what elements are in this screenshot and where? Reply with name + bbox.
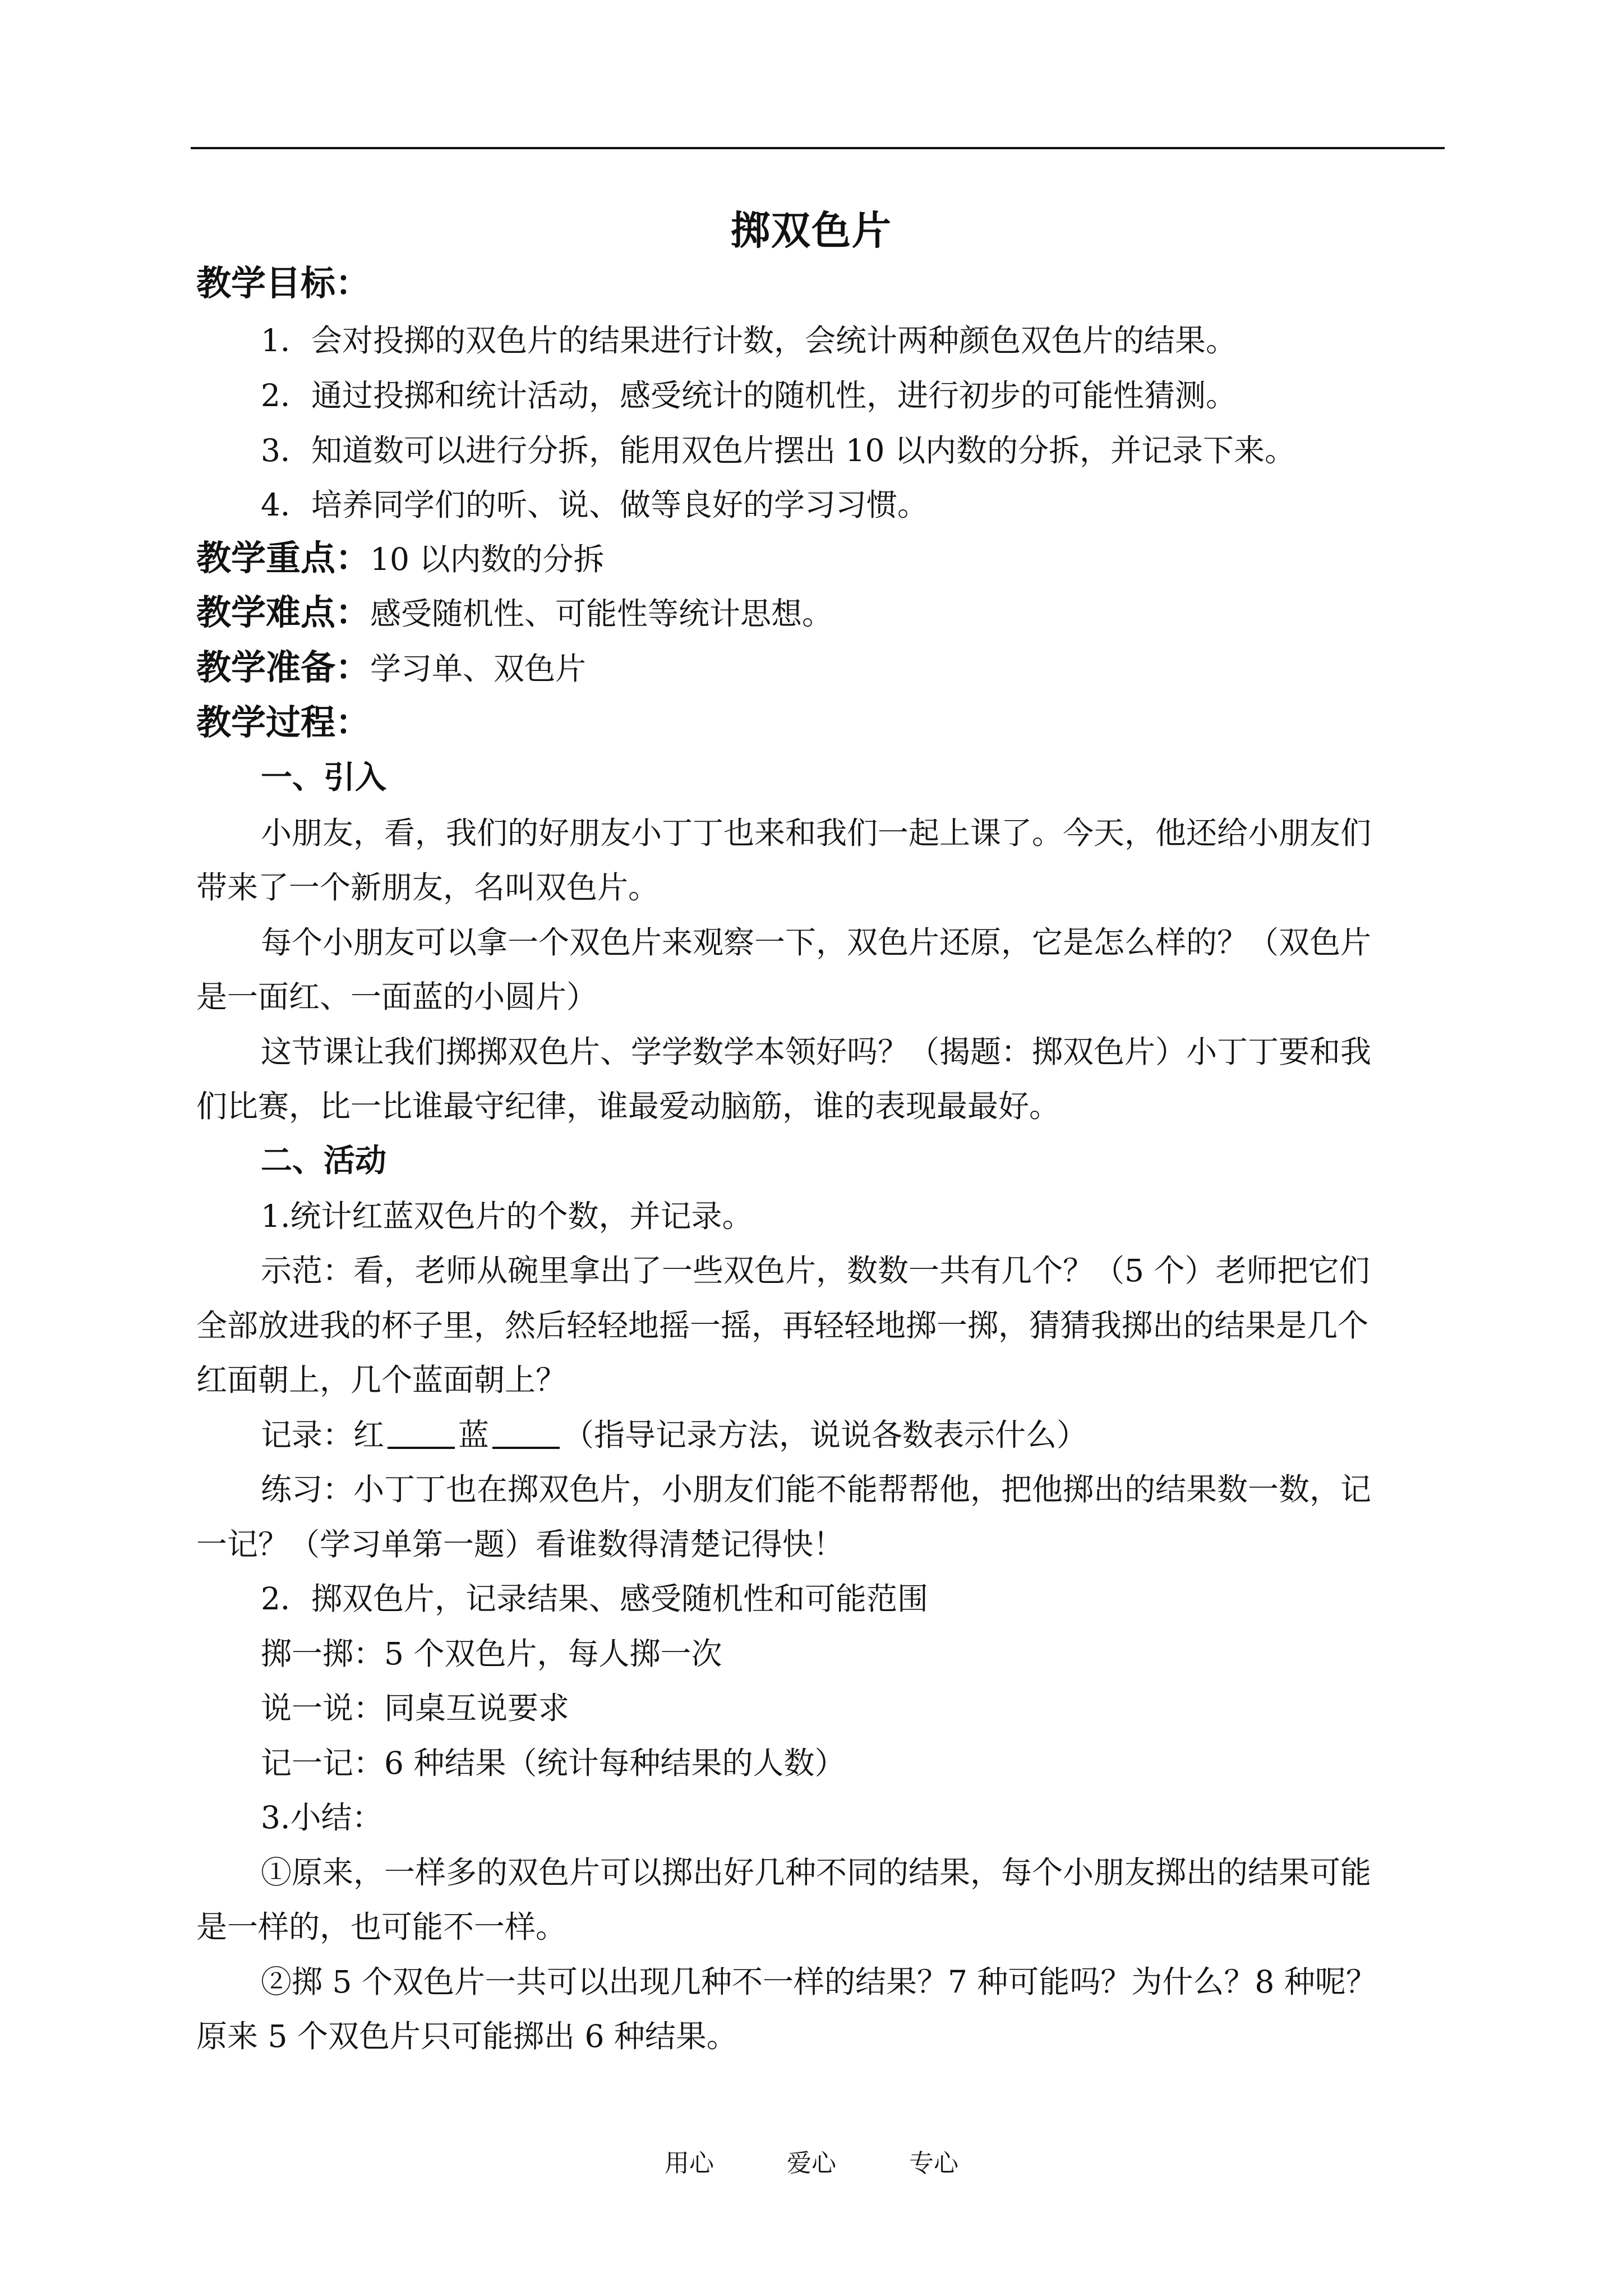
activity-1: 1.统计红蓝双色片的个数，并记录。 <box>261 1198 753 1234</box>
intro-paragraph-1-line-2: 带来了一个新朋友，名叫双色片。 <box>196 869 660 905</box>
preparation-text: 学习单、双色片 <box>370 651 587 687</box>
difficulty-label: 教学难点： <box>196 592 371 633</box>
activity-2: 2．掷双色片，记录结果、感受随机性和可能范围 <box>261 1581 928 1617</box>
objectives-heading: 教学目标： <box>196 263 371 303</box>
practice-line-2: 一记？（学习单第一题）看谁数得清楚记得快！ <box>196 1526 845 1562</box>
demo-line-3: 红面朝上，几个蓝面朝上？ <box>196 1362 567 1398</box>
objective-item-4: 4．培养同学们的听、说、做等良好的学习习惯。 <box>261 487 928 523</box>
demo-line-1: 示范：看，老师从碗里拿出了一些双色片，数数一共有几个？（5 个）老师把它们 <box>261 1253 1370 1289</box>
summary-2-line-2: 原来 5 个双色片只可能掷出 6 种结果。 <box>196 2018 737 2054</box>
process-heading: 教学过程： <box>196 702 371 743</box>
note-step: 记一记：6 种结果（统计每种结果的人数） <box>261 1745 846 1781</box>
blue-count-blank <box>492 1419 560 1449</box>
intro-paragraph-3-line-2: 们比赛，比一比谁最守纪律，谁最爱动脑筋，谁的表现最最好。 <box>196 1088 1061 1124</box>
throw-step: 掷一掷：5 个双色片，每人掷一次 <box>261 1636 722 1672</box>
summary-2-line-1: ②掷 5 个双色片一共可以出现几种不一样的结果？7 种可能吗？为什么？8 种呢？ <box>261 1964 1377 2000</box>
document-title: 掷双色片 <box>731 208 892 254</box>
page-footer <box>0 2143 1623 2179</box>
intro-paragraph-2-line-2: 是一面红、一面蓝的小圆片） <box>196 979 598 1015</box>
keypoint-row <box>196 539 604 579</box>
practice-line-1: 练习：小丁丁也在掷双色片，小朋友们能不能帮帮他，把他掷出的结果数一数，记 <box>261 1471 1372 1507</box>
objective-item-2: 2．通过投掷和统计活动，感受统计的随机性，进行初步的可能性猜测。 <box>261 378 1237 413</box>
summary-1-line-1: ①原来，一样多的双色片可以掷出好几种不同的结果，每个小朋友掷出的结果可能 <box>261 1855 1372 1890</box>
difficulty-row <box>196 593 833 633</box>
record-prefix: 记录：红 <box>261 1417 385 1453</box>
footer-word-2: 爱心 <box>787 2149 836 2178</box>
section-intro-heading: 一、引入 <box>261 760 386 796</box>
intro-paragraph-2-line-1: 每个小朋友可以拿一个双色片来观察一下，双色片还原，它是怎么样的？（双色片 <box>261 924 1372 960</box>
demo-line-2: 全部放进我的杯子里，然后轻轻地摇一摇，再轻轻地掷一掷，猜猜我掷出的结果是几个 <box>196 1308 1369 1343</box>
summary-heading: 3.小结： <box>261 1800 383 1835</box>
objective-item-1: 1．会对投掷的双色片的结果进行计数，会统计两种颜色双色片的结果。 <box>261 323 1237 358</box>
say-step: 说一说：同桌互说要求 <box>261 1690 570 1726</box>
preparation-row <box>196 648 586 688</box>
footer-word-3: 专心 <box>909 2149 958 2178</box>
record-suffix: （指导记录方法，说说各数表示什么） <box>563 1417 1088 1453</box>
footer-word-1: 用心 <box>665 2149 714 2178</box>
keypoint-text: 10 以内数的分拆 <box>370 541 605 577</box>
preparation-label: 教学准备： <box>196 647 371 688</box>
header-rule <box>191 147 1445 149</box>
record-line <box>261 1415 1087 1455</box>
difficulty-text: 感受随机性、可能性等统计思想。 <box>370 596 833 632</box>
keypoint-label: 教学重点： <box>196 537 371 578</box>
red-count-blank <box>388 1419 455 1449</box>
summary-1-line-2: 是一样的，也可能不一样。 <box>196 1909 567 1945</box>
objective-item-3: 3．知道数可以进行分拆，能用双色片摆出 10 以内数的分拆，并记录下来。 <box>261 432 1295 468</box>
intro-paragraph-3-line-1: 这节课让我们掷掷双色片、学学数学本领好吗？（揭题：掷双色片）小丁丁要和我 <box>261 1034 1372 1070</box>
intro-paragraph-1-line-1: 小朋友，看，我们的好朋友小丁丁也来和我们一起上课了。今天，他还给小朋友们 <box>261 815 1372 851</box>
section-activity-heading: 二、活动 <box>261 1143 386 1179</box>
record-mid: 蓝 <box>458 1417 490 1453</box>
